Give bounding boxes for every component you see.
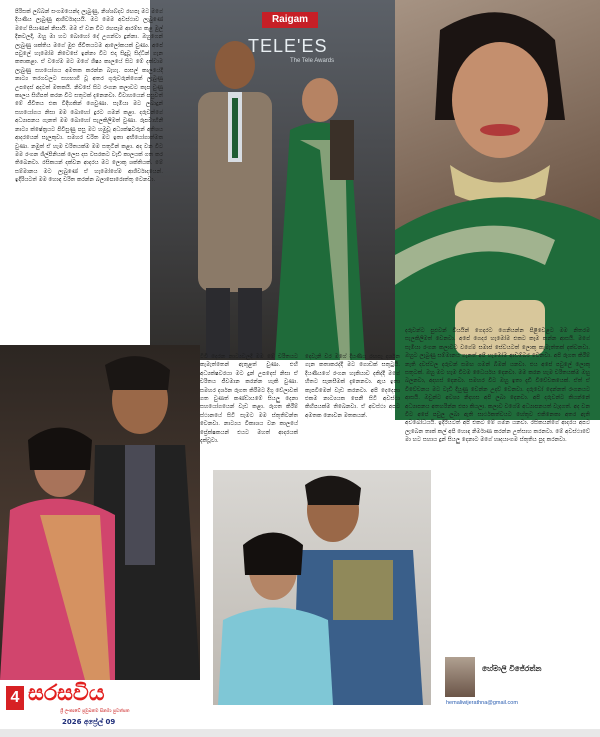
event-subtitle: The Tele Awards <box>290 58 335 64</box>
column-1-text: පිරිසක් ලබ්බන් සංගමයෙන්ද ලැබුණු, නිශ්ශබ්දව රඟපෑ මට මගේ දියණිය ලැබුණු ආශිර්වාදයයි. මට මෙම අවස්ථාව ලැබුණේ මගේ පියාණන් නිසායි. මම ඒ වන විට රඟපෑම ආරම්භ කළ මුල් දිනවලදී, ඔහු මා හට බොහෝ දේ උගන්වා දුන්නා. ඔහුගෙන් ලැබුණු ශක්තිය මගේ මුළු ජීවිතයටම ආලෝකයක් වුණා. අපේ පවුලේ හැමෝම නිවෙසේ ඉන්නා විට එදා සිදුවූ සිද්ධීන් ගැන කතාකළා. ඒ වගේම මට මගේ ශිෂ්‍ය කාලයේ සිට මේ දක්වාම ලැබුණු සහයෝගය අමතක කරන්න බැහැ. පාසල් කාලයේදී නාට්‍ය තරගවලට සහභාගි වූ අතර ගුරුවරුන්ගෙන් ලැබුණු උපදෙස් අදටත් මතකයි. නිවසේ සිට රංගන කලාවට කැප වුණු කාලය සිහිපත් කරන විට සතුටක් දැනෙනවා. විවාහයෙන් පසුවත් මේ ජීවිතය එක විදිහකින් ගෙවුණා. සැමියා මට ලබාදුන් සහයෝගය නිසා මම බොහෝ දුරට ගමන් කළා. දරුවන්ගේ අධ්‍යාපනය ගැනත් මම බොහෝ සැලකිලිමත් වුණා. රූපවාහිනී නාට්‍ය ක්ෂේත්‍රයට පිවිසුණු පසු මට හමුවූ අධ්‍යක්ෂවරුන් අතිශය ආදරයෙන් සැලකුවා. සමහර චරිත මට ඉතා අභියෝගාත්මක වුණා. නමුත් ඒ හැම චරිතයක්ම මම සතුටින් කළා. අද වන විට මම රංගන ශිල්පිනියක් ලෙස දස වසරකට වැඩි කාලයක් ගත කර තිබෙනවා. රසිකයන් දක්වන ආදරය මට ලොකු ශක්තියක්. මේ සම්මානය මට ලැබුණේ ඒ හැමෝගේම ආශිර්වාදයෙන්. ඉදිරියටත් මම හොඳ චරිත කරන්න බලාපොරොත්තු වෙනවා. <box>15 9 163 184</box>
couple-1-figures <box>0 345 200 680</box>
column-3-text: දෙවැනි වර මගේ දියණිය රඟපෑ දර්ශන ගැන කතාකරද්දී මට ගොඩක් සතුටුයි. දියණියගේ රංගන හැකියාව දකිද්දී මගේ හිතට සැනසීමක් දැනෙනවා. ඇය ඉතා කැපවීමෙන් වැඩ කරනවා. අපි දෙදෙනා එකම නාට්‍යයක පෙනී සිටි අවස්ථා කිහිපයක්ම තිබෙනවා. ඒ අවස්ථා අපට අමතක නොවන මතකයන්. <box>305 354 400 419</box>
couple-photo-1 <box>0 345 200 680</box>
author-email[interactable]: hemaliwijerathna@gmail.com <box>446 700 518 706</box>
author-name: හේමාලි විජේරත්න <box>482 664 542 673</box>
column-2-text: ටීවී දෙරන නාට්‍යවලදී මම මේ චරිතයට කැමැත්තෙන් ඇතුළත් වුණා. එහි අධ්‍යක්ෂවරයා මට දුන් උපදෙස් නිසා ඒ චරිතය ජීවමාන කරන්න හැකි වුණා. සමහර දර්ශන රූගත කිරීමට දිගු වේලාවක් ගත වුණත් කණ්ඩායමේ සියලු දෙනා සහයෝගයෙන් වැඩ කළා. රූගත කිරීම් ස්ථානයේ සිටි සැමට මම ස්තුතිවන්ත වෙනවා. නාට්‍යය විකාශය වන කාලයේ ප්‍රේක්ෂකයන් එයට මහත් ආදරයක් දැක්වූවා. <box>200 354 298 445</box>
page-bottom-border <box>0 729 600 737</box>
author-avatar <box>445 657 475 697</box>
sponsor-banner: Raigam <box>262 12 318 28</box>
publication-tagline: ශ්‍රී ලංකාවේ ප්‍රමුඛතම සිනමා පුවත්පත <box>60 709 130 714</box>
issue-date: 2026 අප්‍රේල් 09 <box>62 718 116 726</box>
article-column-1 <box>15 8 163 333</box>
couple-photo-2 <box>213 470 431 705</box>
couple-2-figures <box>213 470 431 705</box>
article-column-2 <box>200 353 298 503</box>
event-title: TELE'ES <box>248 36 328 56</box>
article-column-4 <box>405 327 590 657</box>
article-column-3 <box>305 353 400 483</box>
column-4-text: දරුවන්ට පුළුවන් වියයින් ගෙදරට ගෙනියන්න පිළිවෙළට මම නිතරම සැලකිලිමත් වෙනවා. අපේ ගෙදර හැමෝම එකට කෑම කන්න ආසයි. මගේ සැමියා රංගන කලාවට වගේම සමාජ සේවයටත් ලොකු කැමැත්තක් දක්වනවා. ඔහුට ලැබුණු සම්මානය ගැනත් අපි හැමෝම ආඩම්බර වෙනවා. අපි රූගත කිරීම් නැති දවස්වල දරුවන් සමඟ ගමන් බිමන් යනවා. එය අපේ පවුලේ ලොකු සතුටක්. ඔහු මට හැම විටම ධෛර්යය දෙනවා. මම කරන හැම චරිතයක්ම ඔහු බලනවා, අදහස් දෙනවා. සමහර විට ඔහු ඉතා දැඩි විවේචකයෙක්. ඒත් ඒ විවේචනය මට වැඩි දියුණු වෙන්න උදව් වෙනවා. දරුවෝ දෙන්නත් රංගනයට ආසයි. ඔවුන්ට අවශ්‍ය නිදහස අපි ලබා දෙනවා. අපි දරුවන්ට කියන්නේ අධ්‍යාපනය අතහරින්න එපා කියලා. කලාව වගේම අධ්‍යාපනයත් වැදගත්. අද වන විට අපේ පවුල ලබා ඇති සාර්ථකත්වයට හේතුව එකිනෙකා අතර ඇති අවබෝධයයි. ඉදිරියටත් අපි එකට මේ ගමන යනවා. රසිකයන්ගේ ආදරය අපට ලැබෙන තාක් කල් අපි හොඳ නිර්මාණ කරන්න උත්සාහ කරනවා. මේ අවස්ථාවේ මා හට සහාය දුන් සියලු දෙනාට මගේ හෘදයාංගම ස්තුතිය පුද කරනවා. <box>405 328 590 444</box>
publication-logo: සරසවිය <box>28 681 105 706</box>
page-number: 4 <box>6 686 24 710</box>
